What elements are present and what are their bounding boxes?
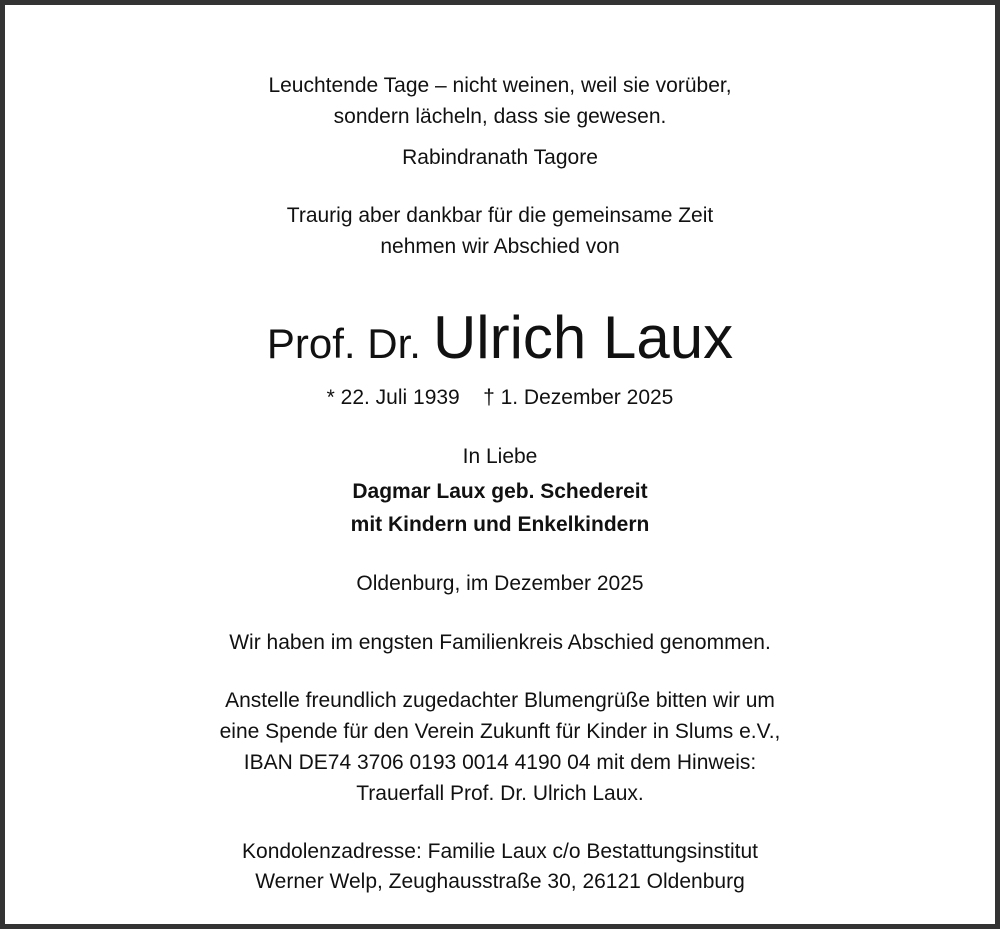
donation-line-2: eine Spende für den Verein Zukunft für Kinder in Slums e.V., bbox=[219, 720, 781, 743]
place-date: Oldenburg, im Dezember 2025 bbox=[356, 572, 644, 595]
donation-line-1: Anstelle freundlich zugedachter Blumengrüße bitten wir um bbox=[225, 689, 775, 712]
quote-author: Rabindranath Tagore bbox=[402, 146, 598, 169]
deceased-dates: * 22. Juli 1939 † 1. Dezember 2025 bbox=[326, 386, 674, 409]
quote-line-1: Leuchtende Tage – nicht weinen, weil sie vorüber, bbox=[268, 74, 732, 97]
deceased-name-heading bbox=[0, 303, 1000, 393]
deceased-title: Prof. Dr. bbox=[266, 320, 421, 367]
mourners-line-1: Dagmar Laux geb. Schedereit bbox=[352, 480, 648, 503]
donation-line-3: IBAN DE74 3706 0193 0014 4190 04 mit dem Hinweis: bbox=[243, 751, 757, 774]
intro-line-2: nehmen wir Abschied von bbox=[380, 235, 620, 258]
mourners-line-2: mit Kindern und Enkelkindern bbox=[350, 513, 650, 536]
deceased-name: Ulrich Laux bbox=[432, 304, 734, 371]
funeral-note: Wir haben im engsten Familienkreis Abschied genommen. bbox=[229, 631, 771, 654]
condolence-line-1: Kondolenzadresse: Familie Laux c/o Bestattungsinstitut bbox=[242, 840, 758, 863]
quote-line-2: sondern lächeln, dass sie gewesen. bbox=[333, 105, 667, 128]
condolence-line-2: Werner Welp, Zeughausstraße 30, 26121 Oldenburg bbox=[255, 870, 745, 893]
intro-line-1: Traurig aber dankbar für die gemeinsame Zeit bbox=[286, 204, 714, 227]
mourners-intro: In Liebe bbox=[462, 445, 538, 468]
donation-line-4: Trauerfall Prof. Dr. Ulrich Laux. bbox=[356, 782, 644, 805]
